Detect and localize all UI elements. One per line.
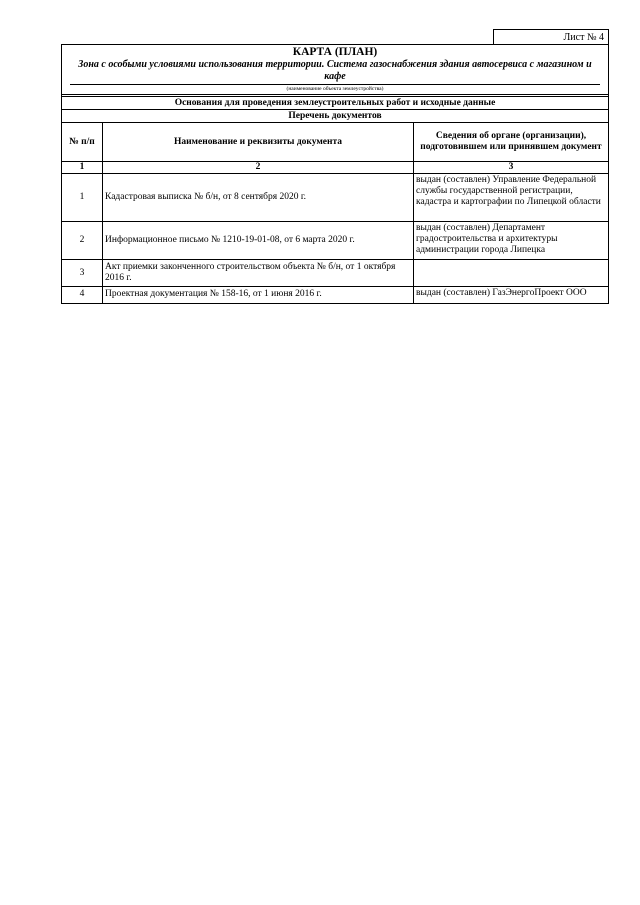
object-name-caption: (наименование объекта землеустройства) — [286, 86, 384, 92]
row-document-name: Акт приемки законченного строительством объекта № б/н, от 1 октября 2016 г. — [103, 260, 414, 287]
documents-table — [62, 122, 608, 303]
table-row — [62, 222, 608, 260]
column-number: 3 — [414, 162, 609, 174]
column-number-row — [62, 162, 608, 174]
header-num: № п/п — [62, 123, 103, 162]
table-header-row — [62, 123, 608, 162]
column-number: 2 — [103, 162, 414, 174]
title-block — [62, 45, 608, 94]
row-issuer: выдан (составлен) Управление Федеральной службы государственной регистрации, кадастра и картографии по Липецкой области — [414, 174, 609, 222]
row-num: 4 — [62, 287, 103, 303]
section-list-heading: Перечень документов — [62, 109, 608, 122]
row-num: 2 — [62, 222, 103, 260]
row-num: 3 — [62, 260, 103, 287]
row-document-name: Кадастровая выписка № б/н, от 8 сентября 2020 г. — [103, 174, 414, 222]
table-row — [62, 287, 608, 303]
row-issuer — [414, 260, 609, 287]
row-issuer: выдан (составлен) ГазЭнергоПроект ООО — [414, 287, 609, 303]
header-name: Наименование и реквизиты документа — [103, 123, 414, 162]
row-document-name: Информационное письмо № 1210-19-01-08, от 6 марта 2020 г. — [103, 222, 414, 260]
header-issuer: Сведения об органе (организации), подготовившем или принявшем документ — [414, 123, 609, 162]
document-frame — [61, 44, 609, 304]
table-row — [62, 260, 608, 287]
sheet-number: Лист № 4 — [493, 29, 609, 45]
column-number: 1 — [62, 162, 103, 174]
row-document-name: Проектная документация № 158-16, от 1 июня 2016 г. — [103, 287, 414, 303]
row-num: 1 — [62, 174, 103, 222]
document-title: КАРТА (ПЛАН) — [292, 46, 378, 58]
section-basis-heading: Основания для проведения землеустроительных работ и исходные данные — [62, 94, 608, 109]
object-name: Зона с особыми условиями использования территории. Система газоснабжения здания автосервиса с магазином и кафе — [70, 59, 600, 85]
table-row — [62, 174, 608, 222]
row-issuer: выдан (составлен) Департамент градостроительства и архитектуры администрации города Липецка — [414, 222, 609, 260]
